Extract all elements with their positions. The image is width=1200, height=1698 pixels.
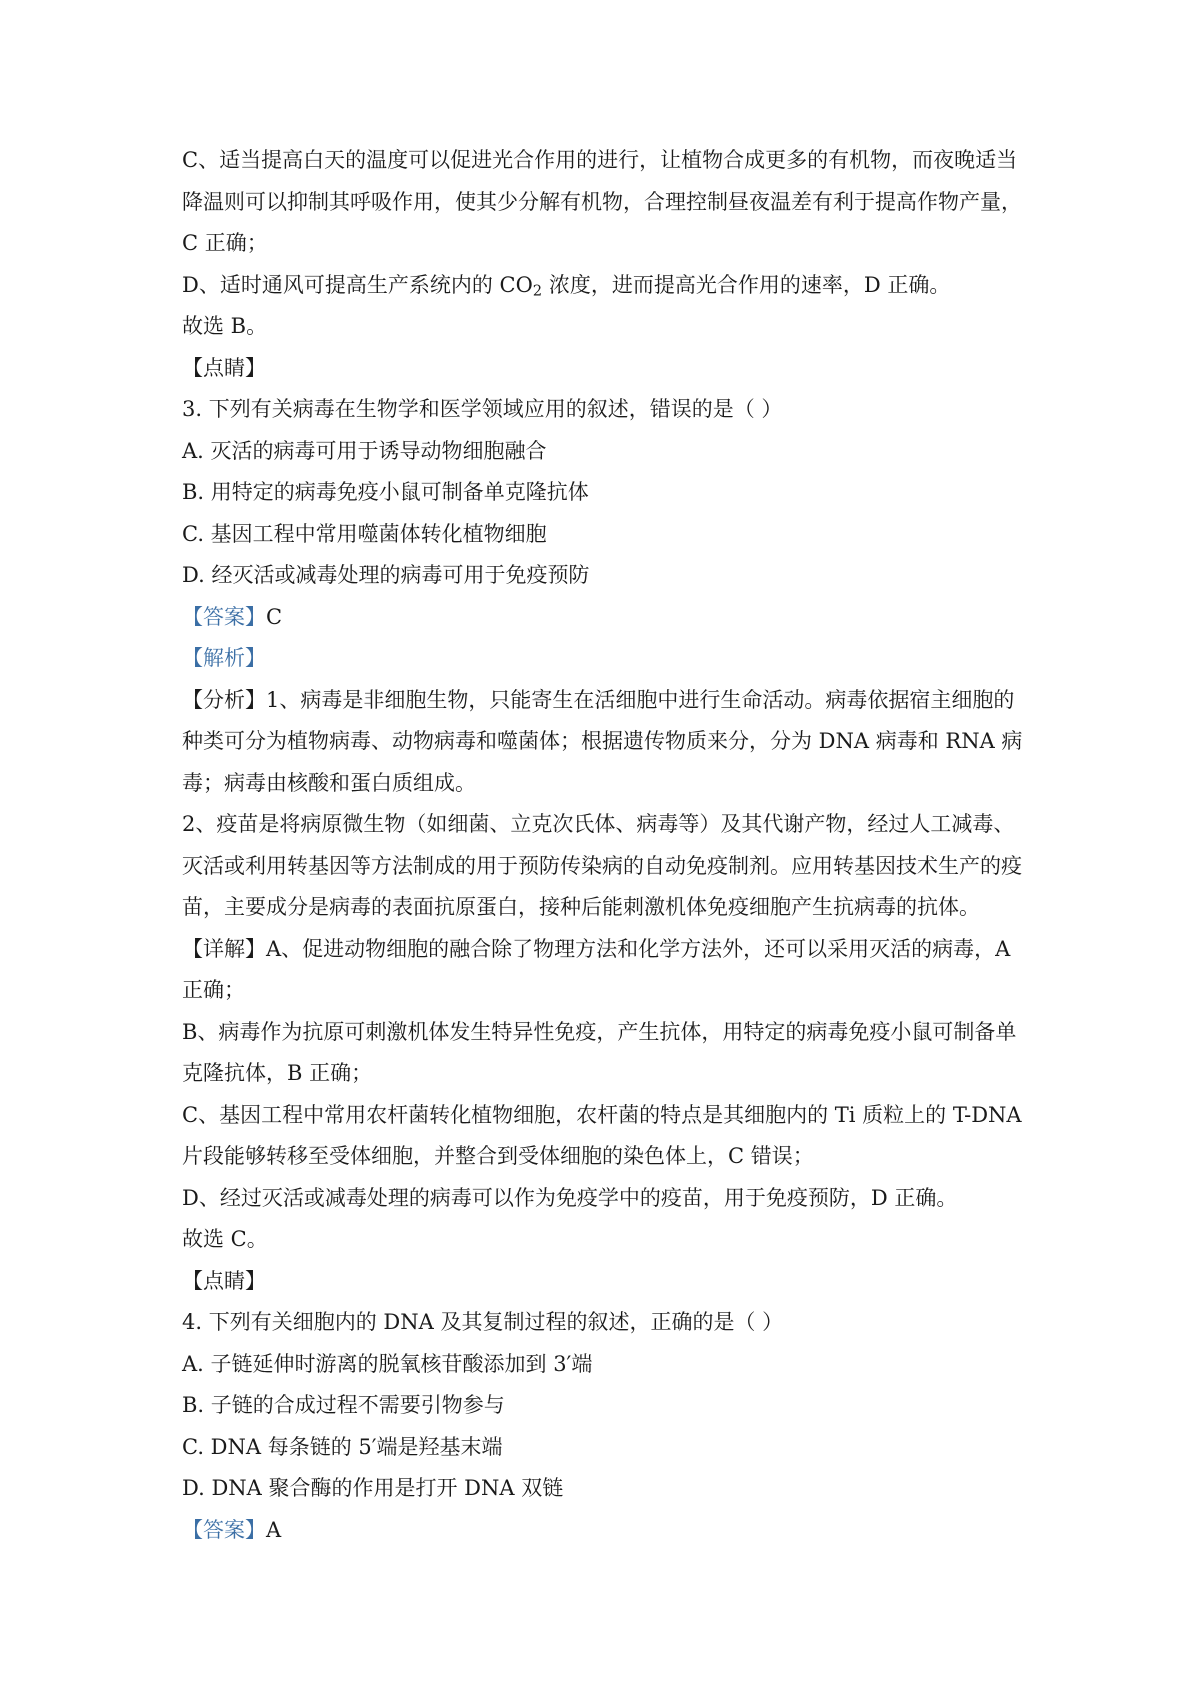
q2-option-c-line1: C、适当提高白天的温度可以促进光合作用的进行，让植物合成更多的有机物，而夜晚适当 bbox=[182, 148, 1018, 172]
q3-analysis-line2: 种类可分为植物病毒、动物病毒和噬菌体；根据遗传物质来分，分为 DNA 病毒和 RNA 病 bbox=[182, 729, 1023, 753]
detail-tag: 【详解】 bbox=[182, 936, 266, 961]
q3-answer bbox=[182, 597, 1027, 639]
q3-detail-d: D、经过灭活或减毒处理的病毒可以作为免疫学中的疫苗，用于免疫预防，D 正确。 bbox=[182, 1185, 958, 1210]
q3-detail-b-line1: B、病毒作为抗原可刺激机体发生特异性免疫，产生抗体，用特定的病毒免疫小鼠可制备单 bbox=[182, 1019, 1017, 1044]
q3-vaccine-line3: 苗，主要成分是病毒的表面抗原蛋白，接种后能刺激机体免疫细胞产生抗病毒的抗体。 bbox=[182, 895, 980, 919]
q3-detail-c-line2: 片段能够转移至受体细胞，并整合到受体细胞的染色体上，C 错误； bbox=[182, 1144, 814, 1168]
q3-dianjing: 【点睛】 bbox=[182, 1268, 266, 1293]
detail-a-text: A、促进动物细胞的融合除了物理方法和化学方法外，还可以采用灭活的病毒，A bbox=[266, 936, 1011, 961]
q4-option-a: A. 子链延伸时游离的脱氧核苷酸添加到 3′端 bbox=[182, 1351, 593, 1376]
q3-detail-a-line2: 正确； bbox=[182, 978, 245, 1002]
q4-option-d: D. DNA 聚合酶的作用是打开 DNA 双链 bbox=[182, 1476, 564, 1500]
q4-option-c: C. DNA 每条链的 5′端是羟基末端 bbox=[182, 1434, 503, 1459]
q3-choose: 故选 C。 bbox=[182, 1227, 268, 1251]
analysis-tag: 【分析】 bbox=[182, 687, 266, 712]
q3-jiexi: 【解析】 bbox=[182, 646, 266, 670]
answer-value: C bbox=[266, 604, 283, 629]
q3-stem: 3. 下列有关病毒在生物学和医学领域应用的叙述，错误的是（ ） bbox=[182, 397, 783, 421]
q3-option-d: D. 经灭活或减毒处理的病毒可用于免疫预防 bbox=[182, 563, 590, 587]
co2-subscript: 2 bbox=[532, 282, 543, 300]
q3-vaccine-line1: 2、疫苗是将病原微生物（如细菌、立克次氏体、病毒等）及其代谢产物，经过人工减毒、 bbox=[182, 812, 1015, 836]
q3-analysis-line3: 毒；病毒由核酸和蛋白质组成。 bbox=[182, 770, 476, 795]
answer-value: A bbox=[266, 1517, 282, 1542]
q2-option-c-line3: C 正确； bbox=[182, 231, 268, 255]
q2-choose: 故选 B。 bbox=[182, 314, 268, 338]
q3-detail-c-line1: C、基因工程中常用农杆菌转化植物细胞，农杆菌的特点是其细胞内的 Ti 质粒上的 T-DNA bbox=[182, 1102, 1022, 1127]
q3-option-a: A. 灭活的病毒可用于诱导动物细胞融合 bbox=[182, 438, 547, 463]
q4-option-b: B. 子链的合成过程不需要引物参与 bbox=[182, 1393, 505, 1417]
analysis-text: 1、病毒是非细胞生物，只能寄生在活细胞中进行生命活动。病毒依据宿主细胞的 bbox=[266, 687, 1015, 712]
q3-vaccine-line2: 灭活或利用转基因等方法制成的用于预防传染病的自动免疫制剂。应用转基因技术生产的疫 bbox=[182, 853, 1022, 878]
answer-tag: 【答案】 bbox=[182, 1517, 266, 1542]
q3-detail-b-line2: 克隆抗体，B 正确； bbox=[182, 1061, 373, 1085]
q2-dianjing: 【点睛】 bbox=[182, 355, 266, 380]
q3-option-c: C. 基因工程中常用噬菌体转化植物细胞 bbox=[182, 521, 547, 546]
answer-tag: 【答案】 bbox=[182, 604, 266, 629]
q3-detail-a-line1 bbox=[182, 929, 1027, 971]
q2-option-c-line2: 降温则可以抑制其呼吸作用，使其少分解有机物，合理控制昼夜温差有利于提高作物产量， bbox=[182, 189, 1022, 214]
q3-option-b: B. 用特定的病毒免疫小鼠可制备单克隆抗体 bbox=[182, 480, 589, 504]
q2-option-d-post: 浓度，进而提高光合作用的速率，D 正确。 bbox=[542, 272, 951, 297]
q3-analysis-line1 bbox=[182, 680, 1027, 722]
q2-option-d bbox=[182, 265, 1027, 307]
q2-option-d-pre: D、适时通风可提高生产系统内的 CO bbox=[182, 272, 533, 297]
page-content bbox=[182, 140, 1027, 1551]
q4-answer bbox=[182, 1510, 1027, 1552]
q4-stem: 4. 下列有关细胞内的 DNA 及其复制过程的叙述，正确的是（ ） bbox=[182, 1310, 784, 1334]
